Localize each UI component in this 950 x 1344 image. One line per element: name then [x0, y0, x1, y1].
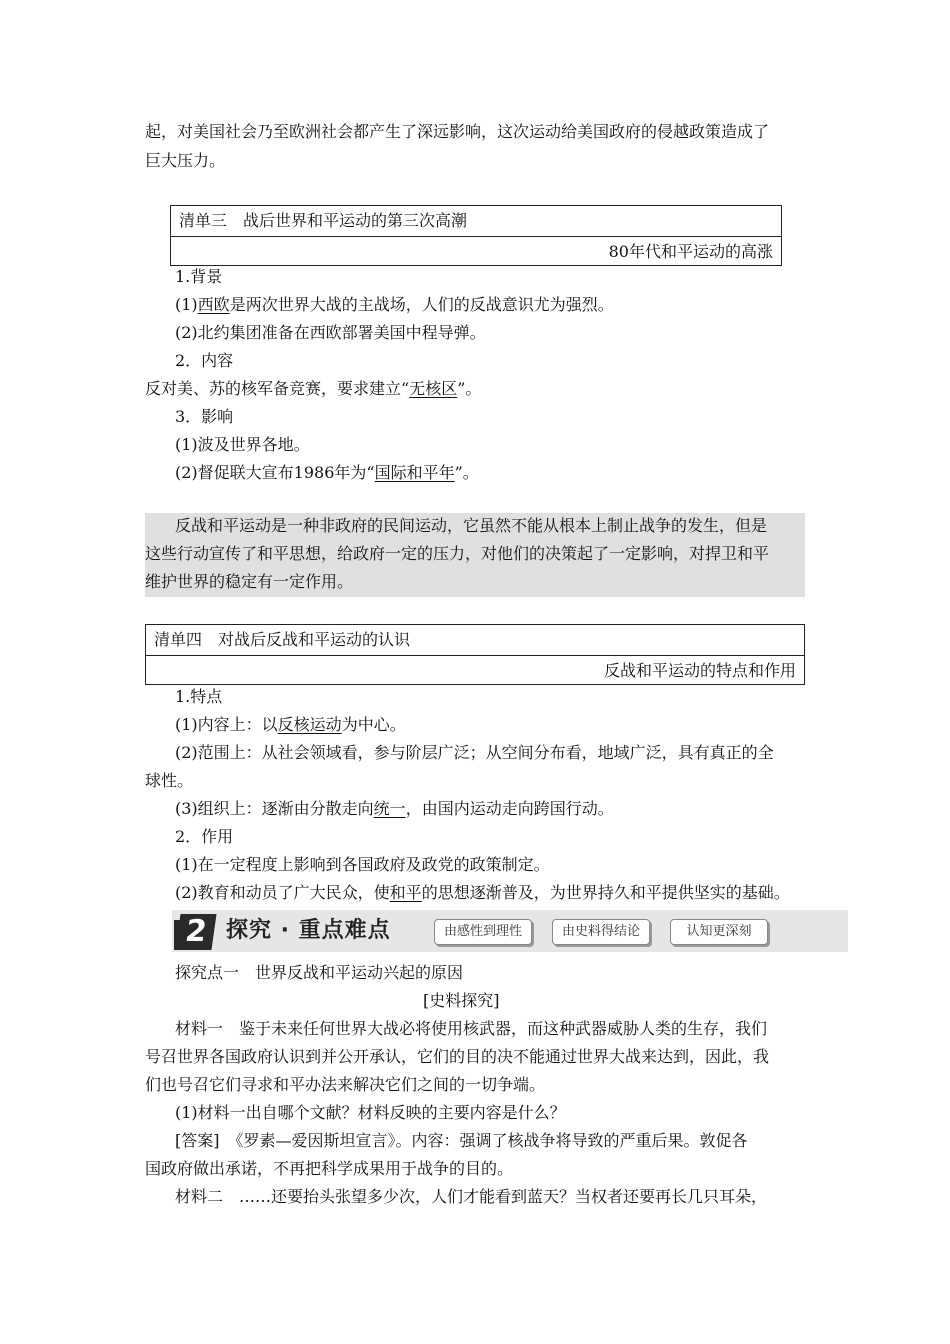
material-1-line-2: 号召世界各国政府认识到并公开承认，它们的目的决不能通过世界大战来达到，因此，我: [145, 1047, 770, 1066]
material-1-line-1: 材料一 鉴于未来任何世界大战必将使用核武器，而这种武器威胁人类的生存，我们: [175, 1019, 768, 1038]
section-title: 探究 · 重点难点: [226, 918, 391, 943]
intro-line-2: 巨大压力。: [145, 151, 226, 170]
list4-role-heading: 2．作用: [175, 827, 234, 846]
list3-impact-heading: 3．影响: [175, 407, 234, 426]
list3-content-heading: 2．内容: [175, 351, 234, 370]
blank-answer: 和平: [389, 883, 422, 902]
list3-content-text: 反对美、苏的核军备竞赛，要求建立“无核区”。: [145, 379, 482, 398]
list3-background-heading: 1.背景: [175, 267, 223, 286]
list3-subtitle: 80年代和平运动的高涨: [608, 242, 773, 261]
list4-feature-3: (3)组织上：逐渐由分散走向统一，由国内运动走向跨国行动。: [175, 799, 614, 818]
note-line-3: 维护世界的稳定有一定作用。: [145, 572, 354, 591]
explore-subheading: [史料探究]: [423, 991, 500, 1010]
list3-background-item-2: (2)北约集团准备在西欧部署美国中程导弹。: [175, 323, 486, 342]
blank-answer: 西欧: [197, 295, 230, 314]
list4-features-heading: 1.特点: [175, 687, 223, 706]
answer-1-line-2: 国政府做出承诺，不再把科学成果用于战争的目的。: [145, 1159, 514, 1178]
list4-role-2: (2)教育和动员了广大民众，使和平的思想逐渐普及，为世界持久和平提供坚实的基础。: [175, 883, 790, 902]
blank-answer: 无核区: [409, 379, 458, 398]
list3-box: [170, 205, 782, 266]
list3-impact-item-2: (2)督促联大宣布1986年为“国际和平年”。: [175, 463, 479, 482]
list4-title: 清单四 对战后反战和平运动的认识: [146, 625, 804, 656]
note-line-2: 这些行动宣传了和平思想，给政府一定的压力，对他们的决策起了一定影响，对捍卫和平: [145, 544, 770, 563]
blank-answer: 反核运动: [277, 715, 342, 734]
list4-feature-2-line-1: (2)范围上：从社会领域看，参与阶层广泛；从空间分布看，地域广泛，具有真正的全: [175, 743, 774, 762]
section-banner: [172, 910, 848, 952]
list3-impact-item-1: (1)波及世界各地。: [175, 435, 310, 454]
list4-box: [145, 624, 805, 685]
tag-source-to-conclusion: 由史料得结论: [552, 919, 650, 945]
explore-heading: 探究点一 世界反战和平运动兴起的原因: [175, 963, 464, 982]
blank-answer: 统一: [373, 799, 406, 818]
list4-feature-2-line-2: 球性。: [145, 771, 194, 790]
tag-deeper-understanding: 认知更深刻: [670, 919, 768, 945]
list3-background-item-1: (1)西欧是两次世界大战的主战场，人们的反战意识尤为强烈。: [175, 295, 614, 314]
tag-perceptual-to-rational: 由感性到理性: [434, 919, 532, 945]
answer-1-line-1: [答案] 《罗素—爱因斯坦宣言》。内容：强调了核战争将导致的严重后果。敦促各: [175, 1131, 748, 1150]
intro-line-1: 起，对美国社会乃至欧洲社会都产生了深远影响，这次运动给美国政府的侵越政策造成了: [145, 122, 770, 141]
list4-feature-1: (1)内容上：以反核运动为中心。: [175, 715, 406, 734]
question-1: (1)材料一出自哪个文献？材料反映的主要内容是什么？: [175, 1103, 566, 1122]
section-number-badge: 2: [175, 914, 216, 950]
material-2-line-1: 材料二 ……还要抬头张望多少次，人们才能看到蓝天？当权者还要再长几只耳朵，: [175, 1187, 768, 1206]
list4-role-1: (1)在一定程度上影响到各国政府及政党的政策制定。: [175, 855, 550, 874]
list4-subtitle: 反战和平运动的特点和作用: [603, 661, 796, 680]
list3-title: 清单三 战后世界和平运动的第三次高潮: [171, 206, 781, 237]
material-1-line-3: 们也号召它们寻求和平办法来解决它们之间的一切争端。: [145, 1075, 546, 1094]
blank-answer: 国际和平年: [374, 463, 455, 482]
note-line-1: 反战和平运动是一种非政府的民间运动，它虽然不能从根本上制止战争的发生，但是: [175, 516, 768, 535]
